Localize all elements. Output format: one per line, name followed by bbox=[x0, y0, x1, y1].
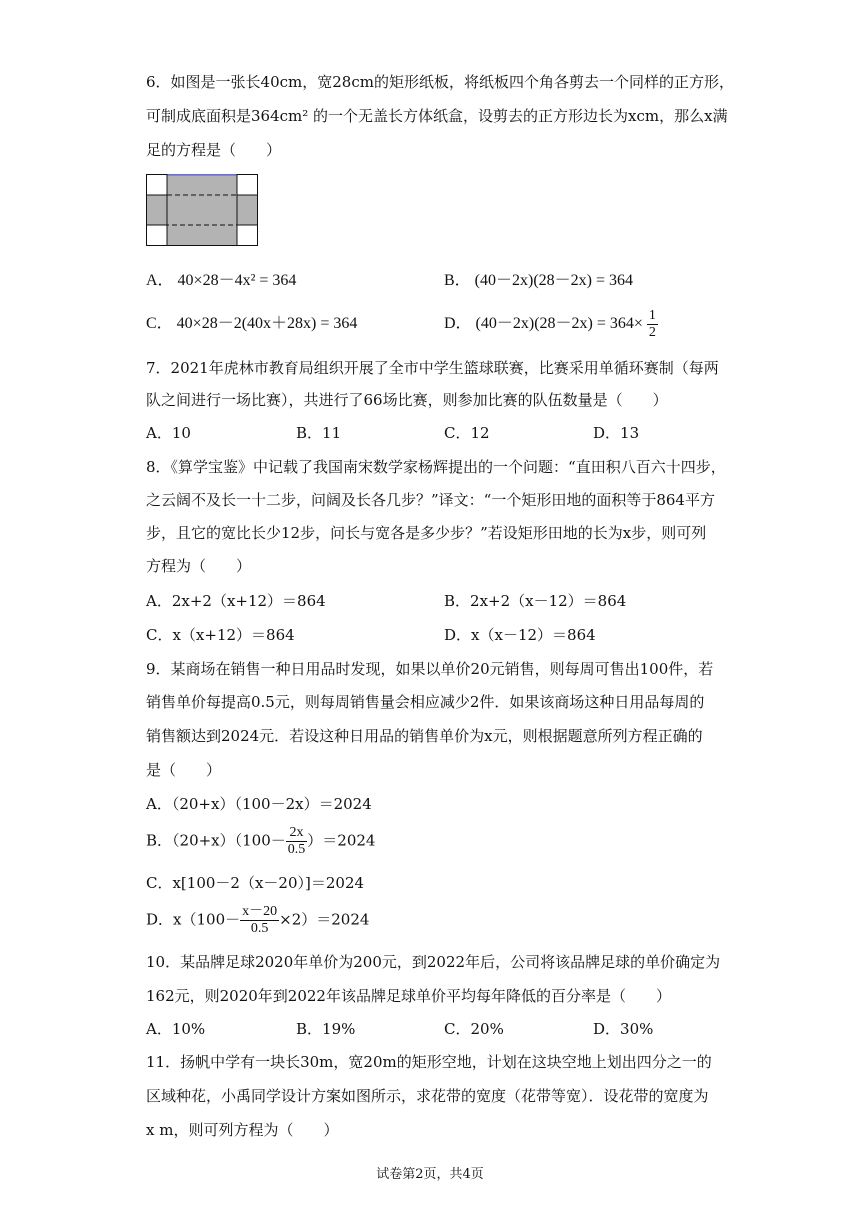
q8-option-d: D．x（x－12）＝864 bbox=[444, 626, 596, 644]
q6-d-numerator: 1 bbox=[648, 308, 656, 323]
q9-option-d bbox=[146, 904, 369, 937]
q9-d-denominator: 0.5 bbox=[250, 921, 269, 936]
q8-option-c: C．x（x+12）＝864 bbox=[146, 626, 295, 644]
q11-line-1: 11．扬帆中学有一块长30m，宽20m的矩形空地，计划在这块空地上划出四分之一的 bbox=[146, 1053, 712, 1071]
cardboard-figure bbox=[146, 174, 258, 246]
q7-option-c: C．12 bbox=[444, 424, 490, 442]
q9-option-b bbox=[146, 825, 375, 858]
q8-line-4: 方程为（ ） bbox=[146, 557, 252, 575]
q9-b-numerator: 2x bbox=[286, 825, 308, 842]
q9-option-b-fraction bbox=[286, 825, 308, 858]
q10-option-c: C．20% bbox=[444, 1020, 504, 1038]
q9-line-4: 是（ ） bbox=[146, 761, 222, 779]
q9-line-3: 销售额达到2024元．若设这种日用品的销售单价为x元，则根据题意所列方程正确的 bbox=[146, 727, 703, 745]
q11-line-2: 区域种花，小禹同学设计方案如图所示，求花带的宽度（花带等宽）．设花带的宽度为 bbox=[146, 1087, 709, 1105]
figure-corner-bl bbox=[147, 225, 168, 246]
q8-line-3: 步，且它的宽比长少12步，问长与宽各是多少步？”若设矩形田地的长为x步，则可列 bbox=[146, 524, 707, 542]
figure-corner-br bbox=[237, 225, 258, 246]
q6-option-c: C． 40×28－2(40x＋28x) = 364 bbox=[146, 315, 358, 332]
q8-option-a: A．2x+2（x+12）＝864 bbox=[146, 592, 326, 610]
q10-option-b: B．19% bbox=[296, 1020, 356, 1038]
q7-option-d: D．13 bbox=[593, 424, 640, 442]
q9-option-a: A．（20+x）（100－2x）＝2024 bbox=[146, 795, 372, 813]
q9-option-b-post: ）＝2024 bbox=[307, 831, 376, 850]
q6-option-b: B． (40－2x)(28－2x) = 364 bbox=[444, 272, 634, 289]
page-footer: 试卷第2页，共4页 bbox=[376, 1167, 484, 1182]
q7-option-a: A．10 bbox=[146, 424, 191, 442]
q10-line-2: 162元，则2020年到2022年该品牌足球单价平均每年降低的百分率是（ ） bbox=[146, 987, 671, 1005]
figure-corner-tl bbox=[147, 175, 168, 196]
q10-option-a: A．10% bbox=[146, 1020, 206, 1038]
q6-option-d-text: D． (40－2x)(28－2x) = 364× bbox=[444, 315, 643, 333]
q6-line-2: 可制成底面积是364cm² 的一个无盖长方体纸盒，设剪去的正方形边长为xcm，那么x满 bbox=[146, 107, 728, 125]
q6-option-a: A． 40×28－4x² = 364 bbox=[146, 272, 297, 289]
q6-option-d bbox=[444, 308, 658, 341]
figure-middle-strip bbox=[147, 195, 258, 225]
q10-option-d: D．30% bbox=[593, 1020, 654, 1038]
q7-option-b: B．11 bbox=[296, 424, 342, 442]
q9-option-d-post: ×2）＝2024 bbox=[279, 910, 370, 929]
q7-line-2: 队之间进行一场比赛），共进行了66场比赛，则参加比赛的队伍数量是（ ） bbox=[146, 391, 668, 409]
q9-line-1: 9．某商场在销售一种日用品时发现，如果以单价20元销售，则每周可售出100件，若 bbox=[146, 660, 714, 678]
q9-option-d-fraction bbox=[240, 904, 279, 937]
q9-option-c: C．x[100－2（x－20）]＝2024 bbox=[146, 874, 365, 892]
q6-line-3: 足的方程是（ ） bbox=[146, 141, 282, 159]
q8-line-2: 之云阔不及长一十二步，问阔及长各几步？”译文：“一个矩形田地的面积等于864平方 bbox=[146, 491, 715, 509]
q6-d-denominator: 2 bbox=[648, 325, 656, 340]
q9-b-denominator: 0.5 bbox=[287, 842, 306, 857]
q8-line-1: 8．《算学宝鉴》中记载了我国南宋数学家杨辉提出的一个问题：“直田积八百六十四步， bbox=[146, 458, 726, 476]
q9-d-numerator: x－20 bbox=[242, 904, 278, 919]
q6-option-d-fraction bbox=[647, 308, 658, 341]
q9-line-2: 销售单价每提高0.5元，则每周销售量会相应减少2件．如果该商场这种日用品每周的 bbox=[146, 693, 705, 711]
q8-option-b: B．2x+2（x－12）＝864 bbox=[444, 592, 627, 610]
q9-option-b-pre: B．（20+x）（100－ bbox=[146, 831, 286, 850]
q7-line-1: 7．2021年虎林市教育局组织开展了全市中学生篮球联赛，比赛采用单循环赛制（每两 bbox=[146, 359, 719, 377]
q9-option-d-pre: D．x（100－ bbox=[146, 910, 241, 929]
q11-line-3: x m，则可列方程为（ ） bbox=[146, 1121, 339, 1139]
q10-line-1: 10．某品牌足球2020年单价为200元，到2022年后，公司将该品牌足球的单价确定为 bbox=[146, 953, 721, 971]
figure-corner-tr bbox=[237, 175, 258, 196]
q6-line-1: 6．如图是一张长40cm，宽28cm的矩形纸板，将纸板四个角各剪去一个同样的正方形， bbox=[146, 73, 734, 91]
